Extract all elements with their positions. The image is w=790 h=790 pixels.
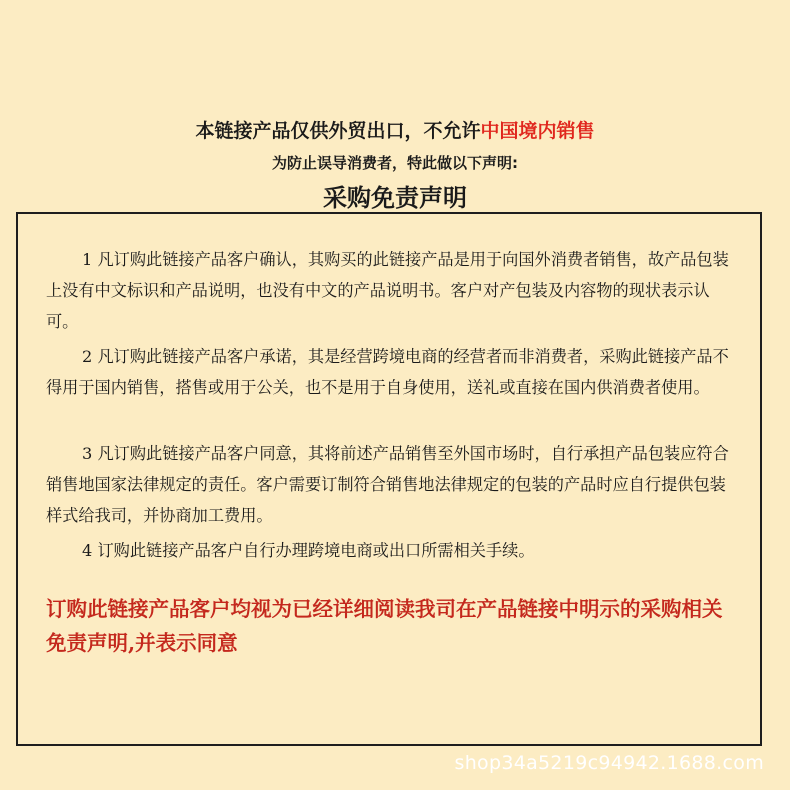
- subline: 为防止误导消费者，特此做以下声明:: [271, 154, 518, 172]
- page-title: 采购免责声明: [323, 184, 467, 212]
- headline: [0, 116, 790, 143]
- shop-watermark: shop34a5219c94942.1688.com: [454, 752, 764, 774]
- headline-red-highlight: 中国境内销售: [480, 120, 595, 142]
- disclaimer-box: [16, 212, 762, 746]
- clause-4: 4 订购此链接产品客户自行办理跨境电商或出口所需相关手续。: [82, 541, 535, 560]
- clause-1: 1 凡订购此链接产品客户确认，其购买的此链接产品是用于向国外消费者销售，故产品包装上没有中文标识和产品说明，也没有中文的产品说明书。客户对产包装及内容物的现状表示认可。: [46, 250, 729, 331]
- headline-main: 本链接产品仅供外贸出口，不允许: [195, 120, 481, 142]
- clause-3: 3 凡订购此链接产品客户同意，其将前述产品销售至外国市场时，自行承担产品包装应符合销售地国家法律规定的责任。客户需要订制符合销售地法律规定的包装的产品时应自行提供包装样式给我司，并协商加工费用。: [46, 444, 729, 525]
- agreement-notice: 订购此链接产品客户均视为已经详细阅读我司在产品链接中明示的采购相关免责声明,并表示同意: [46, 597, 723, 655]
- clause-2: 2 凡订购此链接产品客户承诺，其是经营跨境电商的经营者而非消费者，采购此链接产品不得用于国内销售，搭售或用于公关，也不是用于自身使用，送礼或直接在国内供消费者使用。: [46, 347, 729, 397]
